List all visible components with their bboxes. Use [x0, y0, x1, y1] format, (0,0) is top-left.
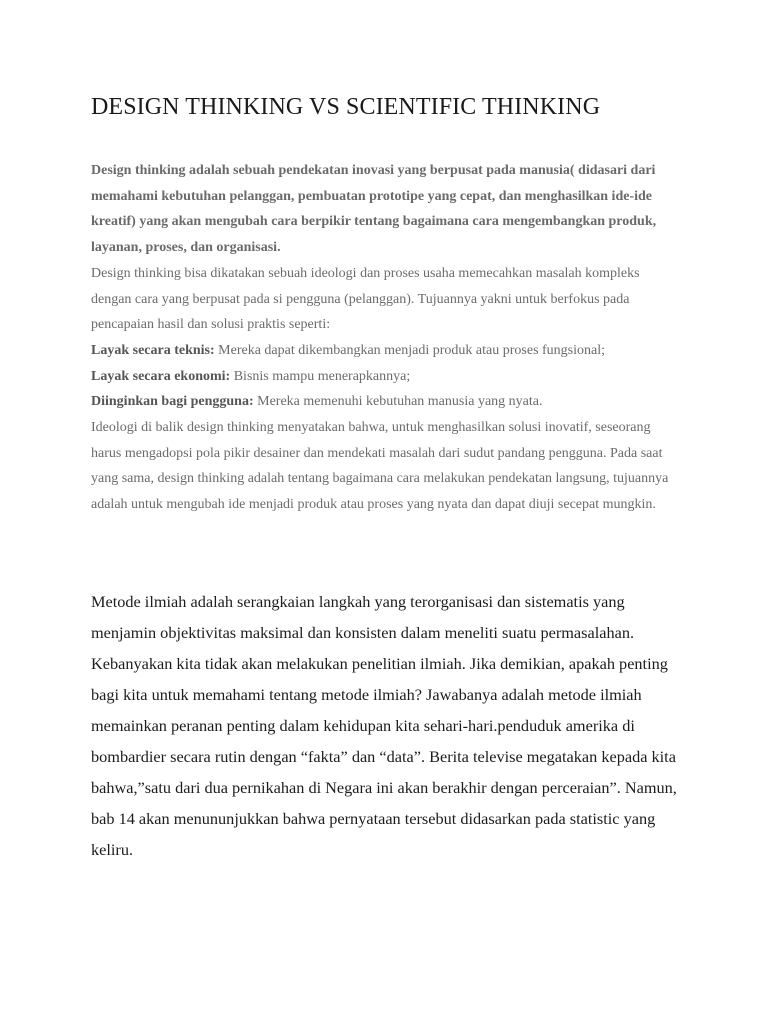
design-thinking-section [91, 158, 683, 518]
scientific-method-section [91, 586, 683, 865]
criteria-label: Diinginkan bagi pengguna: [91, 394, 254, 410]
criteria-text: Bisnis mampu menerapkannya; [230, 368, 411, 384]
design-thinking-ideology-paragraph: Ideologi di balik design thinking menyatakan bahwa, untuk menghasilkan solusi inovatif, seseorang harus mengadopsi pola pikir desainer dan mendekati masalah dari sudut pandang pengguna. Pada saat yang sama, design thinking adalah tentang bagaimana cara melakukan pendekatan langsung, tujuannya adalah untuk mengubah ide menjadi produk atau proses yang nyata dan dapat diuji secepat mungkin. [91, 420, 669, 513]
criteria-label: Layak secara ekonomi: [91, 368, 231, 384]
design-thinking-intro-paragraph: Design thinking adalah sebuah pendekatan inovasi yang berpusat pada manusia( didasari dari memahami kebutuhan pelanggan, pembuatan prototipe yang cepat, dan menghasilkan ide-ide kreatif) yang akan mengubah cara berpikir tentang bagaimana cara mengembangkan produk, layanan, proses, dan organisasi. [91, 163, 657, 256]
design-thinking-definition-paragraph: Design thinking bisa dikatakan sebuah ideologi dan proses usaha memecahkan masalah kompleks dengan cara yang berpusat pada si pengguna (pelanggan). Tujuannya yakni untuk berfokus pada pencapaian hasil dan solusi praktis seperti: [91, 265, 640, 333]
criteria-text: Mereka memenuhi kebutuhan manusia yang nyata. [253, 394, 543, 410]
scientific-method-paragraph: Metode ilmiah adalah serangkaian langkah yang terorganisasi dan sistematis yang menjamin objektivitas maksimal dan konsisten dalam meneliti suatu permasalahan. Kebanyakan kita tidak akan melakukan penelitian ilmiah. Jika demikian, apakah penting bagi kita untuk memahami tentang metode ilmiah? Jawabanya adalah metode ilmiah memainkan peranan penting dalam kehidupan kita sehari-hari.penduduk amerika di bombardier secara rutin dengan “fakta” dan “data”. Berita televise megatakan kepada kita bahwa,”satu dari dua pernikahan di Negara ini akan berakhir dengan perceraian”. Namun, bab 14 akan menununjukkan bahwa pernyataan tersebut didasarkan pada statistic yang keliru. [91, 592, 677, 859]
criteria-label: Layak secara teknis: [91, 342, 215, 358]
criteria-text: Mereka dapat dikembangkan menjadi produk atau proses fungsional; [214, 342, 606, 358]
criteria-item-desirable [91, 389, 683, 415]
document-title: DESIGN THINKING VS SCIENTIFIC THINKING [91, 94, 601, 120]
criteria-item-economic [91, 364, 683, 390]
criteria-item-technical [91, 338, 683, 364]
